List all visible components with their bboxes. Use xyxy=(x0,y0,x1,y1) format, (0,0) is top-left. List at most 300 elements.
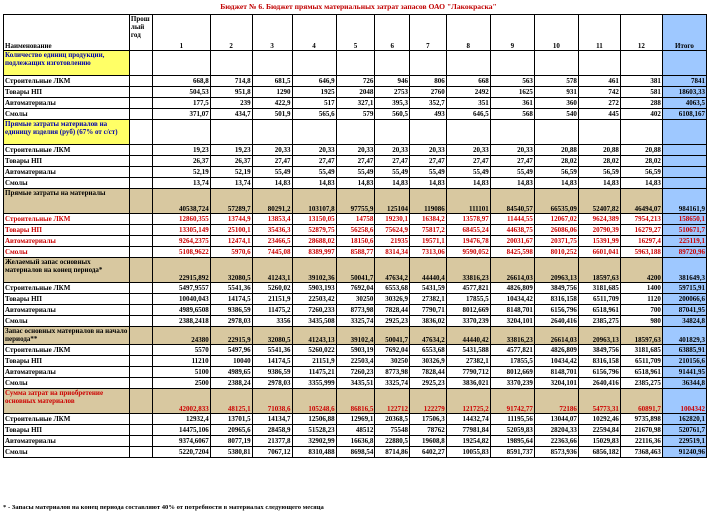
value-cell: 8077,19 xyxy=(210,436,252,447)
table-row xyxy=(4,145,707,156)
value-cell: 55,49 xyxy=(410,167,447,178)
value-cell: 8010,252 xyxy=(534,247,578,258)
value-cell: 8591,737 xyxy=(490,447,534,458)
value-cell: 20,88 xyxy=(620,145,662,156)
value-cell: 13,74 xyxy=(152,178,210,189)
value-cell: 6518,961 xyxy=(620,367,662,378)
value-cell: 5497,96 xyxy=(210,345,252,356)
value-cell: 11475,2 xyxy=(252,305,292,316)
section-value-cell: 119086 xyxy=(410,189,447,214)
value-cell: 361 xyxy=(490,98,534,109)
value-cell: 9624,389 xyxy=(578,214,620,225)
value-cell: 578 xyxy=(534,76,578,87)
value-cell: 493 xyxy=(410,109,447,120)
value-cell: 3836,02 xyxy=(410,316,447,327)
total-cell: 158650,1 xyxy=(662,214,706,225)
value-cell: 78762 xyxy=(410,425,447,436)
section-value-cell: 26614,03 xyxy=(534,327,578,345)
value-cell: 13853,4 xyxy=(252,214,292,225)
value-cell: 14,83 xyxy=(292,178,336,189)
total-cell: 59715,91 xyxy=(662,283,706,294)
value-cell: 28458,9 xyxy=(252,425,292,436)
value-cell: 7828,44 xyxy=(410,367,447,378)
section-value-cell: 48125,1 xyxy=(210,389,252,414)
value-cell: 9386,59 xyxy=(210,305,252,316)
value-cell: 13150,05 xyxy=(292,214,336,225)
section-value-cell: 52407,82 xyxy=(578,189,620,214)
value-cell: 4989,6508 xyxy=(152,305,210,316)
value-cell xyxy=(129,167,152,178)
section-value-cell: 42002,833 xyxy=(152,389,210,414)
value-cell: 5903,19 xyxy=(336,345,375,356)
section-title: Прямые затраты на материалы xyxy=(4,189,130,214)
value-cell: 2388,24 xyxy=(210,378,252,389)
value-cell: 6601,041 xyxy=(578,247,620,258)
section-value-cell: 18597,63 xyxy=(620,327,662,345)
section-value-cell xyxy=(152,51,210,76)
row-label: Смолы xyxy=(4,378,130,389)
value-cell: 3370,239 xyxy=(446,316,490,327)
value-cell: 272 xyxy=(578,98,620,109)
value-cell: 20,33 xyxy=(336,145,375,156)
value-cell: 17855,5 xyxy=(446,294,490,305)
value-cell: 8714,86 xyxy=(375,447,410,458)
value-cell: 12474,1 xyxy=(210,236,252,247)
value-cell: 7828,44 xyxy=(375,305,410,316)
value-cell: 239 xyxy=(210,98,252,109)
row-label: Товары НП xyxy=(4,225,130,236)
header-month-11: 11 xyxy=(578,15,620,51)
value-cell: 2925,23 xyxy=(375,316,410,327)
section-value-cell: 103107,8 xyxy=(292,189,336,214)
value-cell: 56258,6 xyxy=(336,225,375,236)
value-cell xyxy=(129,145,152,156)
value-cell: 3325,74 xyxy=(375,378,410,389)
section-value-cell: 125104 xyxy=(375,189,410,214)
table-row xyxy=(4,98,707,109)
total-cell: 225119,1 xyxy=(662,236,706,247)
value-cell: 75624,9 xyxy=(375,225,410,236)
section-total-cell: 1004342 xyxy=(662,389,706,414)
header-month-7: 7 xyxy=(410,15,447,51)
value-cell: 8316,158 xyxy=(578,356,620,367)
footnote: * - Запасы материалов на конец периода составляют 40% от потребности в материалах следующего месяца xyxy=(3,504,324,511)
value-cell: 27382,1 xyxy=(446,356,490,367)
value-cell: 5220,7204 xyxy=(152,447,210,458)
value-cell: 13,74 xyxy=(210,178,252,189)
section-value-cell: 54773,31 xyxy=(578,389,620,414)
value-cell: 20,33 xyxy=(292,145,336,156)
section-value-cell xyxy=(129,120,152,145)
total-cell: 162820,1 xyxy=(662,414,706,425)
value-cell: 27,47 xyxy=(252,156,292,167)
section-row xyxy=(4,120,707,145)
value-cell: 8316,158 xyxy=(534,294,578,305)
value-cell: 22594,84 xyxy=(578,425,620,436)
value-cell: 422,9 xyxy=(252,98,292,109)
value-cell: 1120 xyxy=(620,294,662,305)
section-total-cell xyxy=(662,51,706,76)
budget-table xyxy=(3,14,707,458)
table-body xyxy=(4,15,707,458)
section-value-cell: 47634,2 xyxy=(375,258,410,283)
section-value-cell: 20963,13 xyxy=(578,327,620,345)
value-cell: 7445,08 xyxy=(252,247,292,258)
value-cell: 540 xyxy=(534,109,578,120)
table-row xyxy=(4,316,707,327)
header-month-5: 5 xyxy=(336,15,375,51)
value-cell: 2978,03 xyxy=(252,378,292,389)
value-cell: 27,47 xyxy=(490,156,534,167)
row-label: Автоматериалы xyxy=(4,367,130,378)
section-row xyxy=(4,327,707,345)
value-cell: 5570 xyxy=(152,345,210,356)
value-cell: 14134,7 xyxy=(252,414,292,425)
value-cell: 68455,24 xyxy=(446,225,490,236)
section-value-cell: 41243,13 xyxy=(292,327,336,345)
section-title: Количество единиц продукции, подлежащих изготовлению xyxy=(4,51,130,76)
value-cell: 3181,685 xyxy=(620,345,662,356)
value-cell: 13305,149 xyxy=(152,225,210,236)
section-value-cell: 32080,5 xyxy=(252,327,292,345)
value-cell: 371,07 xyxy=(152,109,210,120)
value-cell: 19895,64 xyxy=(490,436,534,447)
value-cell: 579 xyxy=(336,109,375,120)
value-cell: 9386,59 xyxy=(252,367,292,378)
value-cell: 8310,488 xyxy=(292,447,336,458)
value-cell: 55,49 xyxy=(446,167,490,178)
header-month-6: 6 xyxy=(375,15,410,51)
value-cell: 8012,669 xyxy=(490,367,534,378)
value-cell: 25100,1 xyxy=(210,225,252,236)
section-value-cell: 40538,724 xyxy=(152,189,210,214)
value-cell: 5541,36 xyxy=(210,283,252,294)
section-value-cell xyxy=(410,120,447,145)
section-value-cell xyxy=(446,120,490,145)
value-cell: 27382,1 xyxy=(410,294,447,305)
section-title: Запас основных материалов на начало периода** xyxy=(4,327,130,345)
value-cell xyxy=(129,214,152,225)
header-month-4: 4 xyxy=(292,15,336,51)
value-cell: 3435,508 xyxy=(292,316,336,327)
value-cell: 10434,42 xyxy=(490,294,534,305)
section-value-cell: 50041,7 xyxy=(336,258,375,283)
value-cell: 27,47 xyxy=(292,156,336,167)
total-cell: 229519,1 xyxy=(662,436,706,447)
value-cell: 2760 xyxy=(410,87,447,98)
value-cell: 4577,821 xyxy=(446,283,490,294)
value-cell: 8148,701 xyxy=(534,367,578,378)
row-label: Автоматериалы xyxy=(4,436,130,447)
value-cell: 27,47 xyxy=(375,156,410,167)
value-cell: 2640,416 xyxy=(578,378,620,389)
value-cell: 20965,6 xyxy=(210,425,252,436)
table-row xyxy=(4,178,707,189)
value-cell: 668 xyxy=(446,76,490,87)
section-value-cell: 4200 xyxy=(620,258,662,283)
value-cell: 5100 xyxy=(152,367,210,378)
section-value-cell xyxy=(490,51,534,76)
value-cell: 10040 xyxy=(210,356,252,367)
section-value-cell xyxy=(292,120,336,145)
value-cell: 3355,999 xyxy=(292,378,336,389)
value-cell: 8012,669 xyxy=(446,305,490,316)
value-cell: 7954,213 xyxy=(620,214,662,225)
section-value-cell: 33816,23 xyxy=(490,327,534,345)
section-row xyxy=(4,389,707,414)
section-value-cell xyxy=(578,51,620,76)
section-value-cell: 111101 xyxy=(446,189,490,214)
value-cell: 581 xyxy=(620,87,662,98)
value-cell: 7260,23 xyxy=(336,367,375,378)
value-cell: 28,02 xyxy=(578,156,620,167)
value-cell: 6511,709 xyxy=(620,356,662,367)
section-value-cell xyxy=(210,51,252,76)
value-cell xyxy=(129,98,152,109)
total-cell: 91240,96 xyxy=(662,447,706,458)
value-cell: 55,49 xyxy=(252,167,292,178)
value-cell: 32902,99 xyxy=(292,436,336,447)
value-cell: 5431,59 xyxy=(410,283,447,294)
value-cell: 504,53 xyxy=(152,87,210,98)
value-cell: 8573,936 xyxy=(534,447,578,458)
value-cell: 14,83 xyxy=(375,178,410,189)
header-month-12: 12 xyxy=(620,15,662,51)
section-row xyxy=(4,51,707,76)
value-cell: 4826,809 xyxy=(534,345,578,356)
section-value-cell xyxy=(129,51,152,76)
value-cell: 9374,6067 xyxy=(152,436,210,447)
value-cell: 20371,75 xyxy=(534,236,578,247)
value-cell: 6511,709 xyxy=(578,294,620,305)
value-cell: 445 xyxy=(578,109,620,120)
value-cell: 461 xyxy=(578,76,620,87)
value-cell xyxy=(129,447,152,458)
section-value-cell xyxy=(620,120,662,145)
section-value-cell: 26614,03 xyxy=(490,258,534,283)
value-cell: 13044,07 xyxy=(534,414,578,425)
section-value-cell xyxy=(152,120,210,145)
value-cell: 19571,1 xyxy=(410,236,447,247)
section-value-cell: 66535,09 xyxy=(534,189,578,214)
value-cell: 11195,56 xyxy=(490,414,534,425)
row-label: Смолы xyxy=(4,247,130,258)
value-cell: 10055,83 xyxy=(446,447,490,458)
value-cell: 14475,106 xyxy=(152,425,210,436)
section-value-cell: 121725,2 xyxy=(446,389,490,414)
value-cell: 14,83 xyxy=(534,178,578,189)
table-row xyxy=(4,305,707,316)
section-value-cell xyxy=(129,389,152,414)
row-label: Смолы xyxy=(4,109,130,120)
value-cell: 2492 xyxy=(446,87,490,98)
value-cell: 7313,06 xyxy=(410,247,447,258)
section-value-cell xyxy=(534,51,578,76)
total-cell: 4063,5 xyxy=(662,98,706,109)
value-cell: 22880,5 xyxy=(375,436,410,447)
value-cell: 177,5 xyxy=(152,98,210,109)
table-row xyxy=(4,378,707,389)
section-title: Прямые затраты материалов на единицу изделия (руб) (67% от с/ст) xyxy=(4,120,130,145)
value-cell: 12067,02 xyxy=(534,214,578,225)
section-row xyxy=(4,258,707,283)
value-cell: 20,33 xyxy=(490,145,534,156)
section-value-cell: 44440,4 xyxy=(410,258,447,283)
value-cell: 560,5 xyxy=(375,109,410,120)
section-value-cell: 20963,13 xyxy=(534,258,578,283)
value-cell: 681,5 xyxy=(252,76,292,87)
value-cell: 3181,685 xyxy=(578,283,620,294)
section-value-cell: 22915,892 xyxy=(152,258,210,283)
section-value-cell: 44440,42 xyxy=(446,327,490,345)
value-cell: 55,49 xyxy=(375,167,410,178)
value-cell: 35436,3 xyxy=(252,225,292,236)
value-cell: 22503,42 xyxy=(292,294,336,305)
value-cell: 3204,101 xyxy=(534,378,578,389)
value-cell: 30326,9 xyxy=(375,294,410,305)
section-value-cell xyxy=(534,120,578,145)
value-cell xyxy=(129,367,152,378)
value-cell: 946 xyxy=(375,76,410,87)
value-cell: 27,47 xyxy=(336,156,375,167)
value-cell: 23466,5 xyxy=(252,236,292,247)
section-value-cell: 24380 xyxy=(152,327,210,345)
value-cell: 26,37 xyxy=(152,156,210,167)
row-label: Строительные ЛКМ xyxy=(4,76,130,87)
section-value-cell: 47634,2 xyxy=(410,327,447,345)
value-cell: 8588,77 xyxy=(336,247,375,258)
row-label: Смолы xyxy=(4,447,130,458)
value-cell: 8425,598 xyxy=(490,247,534,258)
total-cell xyxy=(662,145,706,156)
value-cell: 6156,796 xyxy=(534,305,578,316)
row-label: Автоматериалы xyxy=(4,167,130,178)
value-cell: 15029,83 xyxy=(578,436,620,447)
value-cell: 700 xyxy=(620,305,662,316)
value-cell: 13578,97 xyxy=(446,214,490,225)
value-cell: 10434,42 xyxy=(534,356,578,367)
value-cell: 726 xyxy=(336,76,375,87)
value-cell xyxy=(129,436,152,447)
value-cell: 19230,1 xyxy=(375,214,410,225)
row-label: Смолы xyxy=(4,316,130,327)
value-cell: 5970,6 xyxy=(210,247,252,258)
header-total: Итого xyxy=(662,15,706,51)
value-cell: 501,9 xyxy=(252,109,292,120)
section-title: Желаемый запас основных материалов на конец периода* xyxy=(4,258,130,283)
value-cell: 8148,701 xyxy=(490,305,534,316)
total-cell: 87041,95 xyxy=(662,305,706,316)
table-row xyxy=(4,345,707,356)
row-label: Смолы xyxy=(4,178,130,189)
value-cell: 44638,75 xyxy=(490,225,534,236)
value-cell: 20,33 xyxy=(375,145,410,156)
value-cell: 3836,021 xyxy=(446,378,490,389)
value-cell: 12506,88 xyxy=(292,414,336,425)
total-cell: 510671,7 xyxy=(662,225,706,236)
value-cell: 3325,74 xyxy=(336,316,375,327)
value-cell: 6553,68 xyxy=(375,283,410,294)
value-cell: 980 xyxy=(620,316,662,327)
value-cell: 10292,46 xyxy=(578,414,620,425)
table-row xyxy=(4,294,707,305)
value-cell: 288 xyxy=(620,98,662,109)
value-cell xyxy=(129,225,152,236)
section-value-cell: 71038,6 xyxy=(252,389,292,414)
value-cell: 20368,5 xyxy=(375,414,410,425)
value-cell: 55,49 xyxy=(292,167,336,178)
value-cell: 52879,75 xyxy=(292,225,336,236)
value-cell: 22363,66 xyxy=(534,436,578,447)
value-cell: 11210 xyxy=(152,356,210,367)
value-cell: 21670,98 xyxy=(620,425,662,436)
value-cell: 16636,8 xyxy=(336,436,375,447)
header-month-10: 10 xyxy=(534,15,578,51)
value-cell: 52,19 xyxy=(210,167,252,178)
header-month-2: 2 xyxy=(210,15,252,51)
value-cell: 27,47 xyxy=(446,156,490,167)
row-label: Строительные ЛКМ xyxy=(4,145,130,156)
value-cell: 951,8 xyxy=(210,87,252,98)
row-label: Товары НП xyxy=(4,356,130,367)
value-cell: 52,19 xyxy=(152,167,210,178)
value-cell: 1625 xyxy=(490,87,534,98)
header-month-3: 3 xyxy=(252,15,292,51)
value-cell: 563 xyxy=(490,76,534,87)
value-cell: 4826,809 xyxy=(490,283,534,294)
value-cell: 5963,188 xyxy=(620,247,662,258)
value-cell: 20,88 xyxy=(578,145,620,156)
section-value-cell: 32080,5 xyxy=(210,258,252,283)
table-row xyxy=(4,156,707,167)
value-cell: 14,83 xyxy=(620,178,662,189)
value-cell: 55,49 xyxy=(336,167,375,178)
value-cell xyxy=(129,236,152,247)
value-cell: 28,02 xyxy=(620,156,662,167)
value-cell: 742 xyxy=(578,87,620,98)
value-cell: 26,37 xyxy=(210,156,252,167)
value-cell: 6156,796 xyxy=(578,367,620,378)
value-cell: 48512 xyxy=(336,425,375,436)
value-cell: 30250 xyxy=(375,356,410,367)
section-value-cell: 57289,7 xyxy=(210,189,252,214)
value-cell: 2753 xyxy=(375,87,410,98)
value-cell: 20,33 xyxy=(252,145,292,156)
value-cell: 2385,275 xyxy=(578,316,620,327)
value-cell: 6402,27 xyxy=(410,447,447,458)
section-row xyxy=(4,189,707,214)
value-cell: 21935 xyxy=(375,236,410,247)
value-cell: 13744,9 xyxy=(210,214,252,225)
section-value-cell: 41243,1 xyxy=(252,258,292,283)
value-cell: 11475,21 xyxy=(292,367,336,378)
value-cell xyxy=(129,356,152,367)
value-cell: 7368,463 xyxy=(620,447,662,458)
value-cell: 15391,99 xyxy=(578,236,620,247)
section-value-cell xyxy=(129,189,152,214)
header-month-9: 9 xyxy=(490,15,534,51)
value-cell: 12932,4 xyxy=(152,414,210,425)
value-cell: 2500 xyxy=(152,378,210,389)
table-row xyxy=(4,367,707,378)
row-label: Товары НП xyxy=(4,294,130,305)
value-cell: 668,8 xyxy=(152,76,210,87)
value-cell xyxy=(129,316,152,327)
section-total-cell: 381649,3 xyxy=(662,258,706,283)
value-cell xyxy=(129,414,152,425)
section-title: Сумма затрат на приобретение основных материалов xyxy=(4,389,130,414)
value-cell: 16297,4 xyxy=(620,236,662,247)
